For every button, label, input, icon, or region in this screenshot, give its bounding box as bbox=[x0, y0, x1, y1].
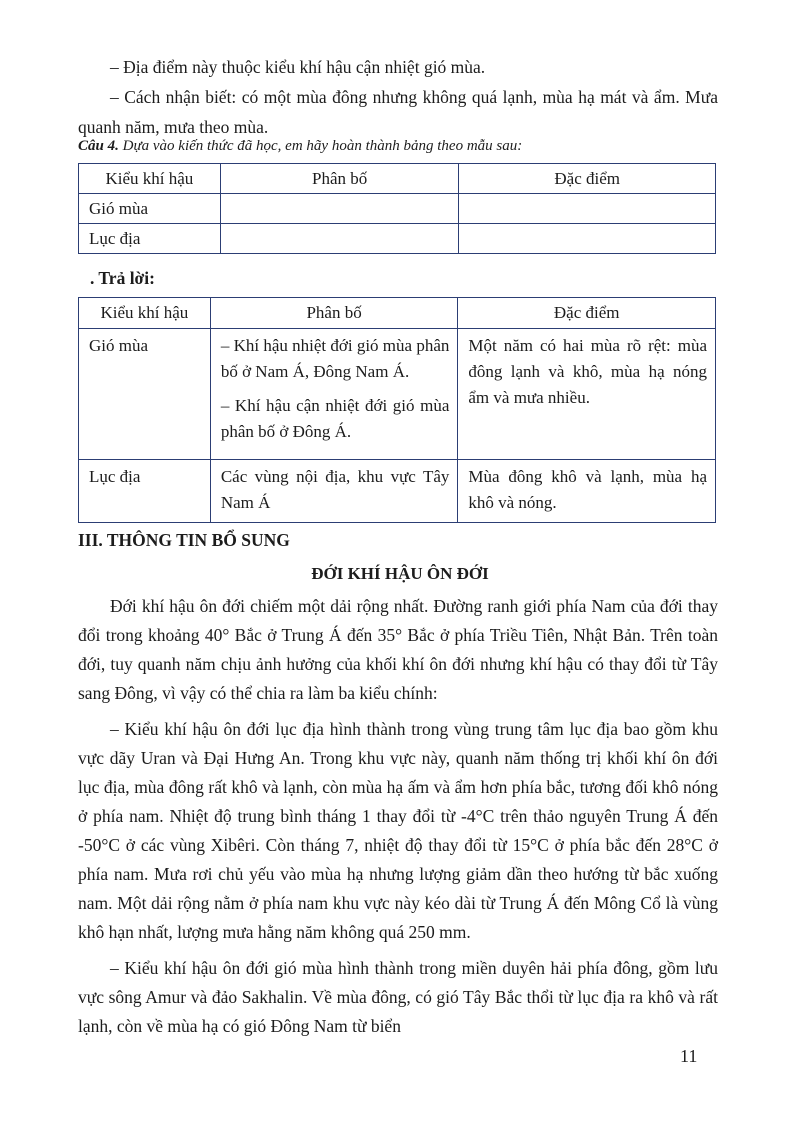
subtitle: ĐỚI KHÍ HẬU ÔN ĐỚI bbox=[311, 564, 489, 583]
blank-climate-table bbox=[78, 163, 716, 254]
table-header-cell: Phân bố bbox=[220, 164, 459, 194]
answer-climate-table bbox=[78, 297, 716, 523]
table-cell: Gió mùa bbox=[79, 329, 211, 460]
table-row bbox=[79, 194, 716, 224]
table-header-cell: Đặc điểm bbox=[458, 298, 716, 329]
answer-label: . Trả lời: bbox=[90, 268, 155, 288]
paragraph: Đới khí hậu ôn đới chiếm một dải rộng nhất. Đường ranh giới phía Nam của đới thay đổi trong khoảng 40° Bắc ở Trung Á đến 35° Bắc ở phía Triều Tiên, Nhật Bản. Trên toàn đới, tuy quanh năm chịu ảnh hưởng của khối khí ôn đới nhưng khí hậu có thay đổi từ Tây sang Đông, vì vậy có thể chia ra làm ba kiểu chính: bbox=[78, 596, 718, 703]
intro-block bbox=[78, 52, 718, 142]
section-title: III. THÔNG TIN BỔ SUNG bbox=[78, 530, 290, 550]
table-row bbox=[79, 224, 716, 254]
table-header-row bbox=[79, 164, 716, 194]
table-header-row bbox=[79, 298, 716, 329]
table-header-cell: Kiểu khí hậu bbox=[79, 164, 221, 194]
table-row bbox=[79, 329, 716, 460]
table-cell bbox=[210, 460, 458, 523]
table-row bbox=[79, 460, 716, 523]
distribution-item: – Khí hậu nhiệt đới gió mùa phân bố ở Nam Á, Đông Nam Á. bbox=[220, 336, 450, 381]
intro-line-2: – Cách nhận biết: có một mùa đông nhưng không quá lạnh, mùa hạ mát và ẩm. Mưa quanh năm, mưa theo mùa. bbox=[78, 87, 718, 137]
table-cell: Lục địa bbox=[79, 224, 221, 254]
question-4-label: Câu 4. bbox=[78, 138, 119, 154]
intro-line-1: – Địa điểm này thuộc kiểu khí hậu cận nhiệt gió mùa. bbox=[110, 57, 486, 77]
question-4-text: Dựa vào kiến thức đã học, em hãy hoàn thành bảng theo mẫu sau: bbox=[122, 138, 523, 154]
table-cell: Một năm có hai mùa rõ rệt: mùa đông lạnh và khô, mùa hạ nóng ẩm và mưa nhiều. bbox=[458, 329, 716, 460]
table-cell bbox=[459, 224, 716, 254]
distribution-item: Các vùng nội địa, khu vực Tây Nam Á bbox=[220, 467, 450, 512]
paragraph: – Kiểu khí hậu ôn đới lục địa hình thành trong vùng trung tâm lục địa bao gồm khu vực dãy Uran và Đại Hưng An. Trong khu vực này, quanh năm thống trị khối khí ôn đới lục địa, mùa đông rất khô và lạnh, còn mùa hạ ấm và ẩm hơn phía bắc, tương đối khô nóng ở phía nam. Nhiệt độ trung bình tháng 1 thay đổi từ -4°C trên thảo nguyên Trung Á đến -50°C ở các vùng Xibêri. Còn tháng 7, nhiệt độ thay đổi từ 15°C ở phía bắc đến 28°C ở phía nam. Mưa rơi chủ yếu vào mùa hạ nhưng lượng giảm dần theo hướng từ bắc xuống nam. Một dải rộng nằm ở phía nam khu vực này kéo dài từ Trung Á đến Mông Cổ là vùng khô hạn nhất, lượng mưa hằng năm không quá 250 mm. bbox=[78, 719, 718, 942]
table-header-cell: Phân bố bbox=[210, 298, 458, 329]
paragraph: – Kiểu khí hậu ôn đới gió mùa hình thành trong miền duyên hải phía đông, gồm lưu vực sông Amur và đảo Sakhalin. Về mùa đông, có gió Tây Bắc thổi từ lục địa ra khô và rất lạnh, còn về mùa hạ có gió Đông Nam từ biển bbox=[78, 958, 718, 1036]
table-cell: Gió mùa bbox=[79, 194, 221, 224]
distribution-item: – Khí hậu cận nhiệt đới gió mùa phân bố ở Đông Á. bbox=[220, 396, 450, 441]
table-cell bbox=[220, 224, 459, 254]
page-number: 11 bbox=[680, 1046, 698, 1066]
table-header-cell: Kiểu khí hậu bbox=[79, 298, 211, 329]
body-text bbox=[78, 592, 718, 1041]
table-cell: Lục địa bbox=[79, 460, 211, 523]
table-cell: Mùa đông khô và lạnh, mùa hạ khô và nóng. bbox=[458, 460, 716, 523]
question-4 bbox=[78, 138, 698, 155]
table-cell bbox=[210, 329, 458, 460]
table-header-cell: Đặc điểm bbox=[459, 164, 716, 194]
table-cell bbox=[459, 194, 716, 224]
table-cell bbox=[220, 194, 459, 224]
